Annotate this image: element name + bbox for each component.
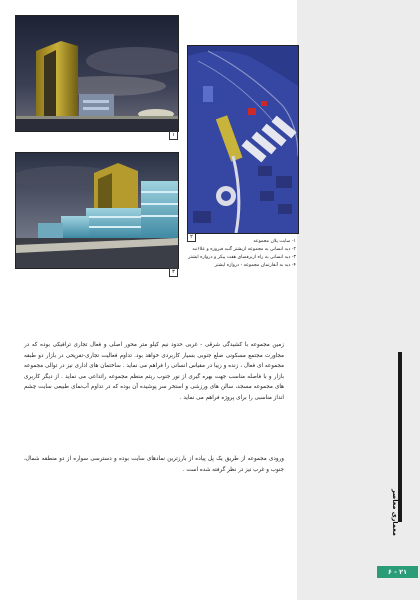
caption-line: ۴- دید به آنفارتمان مجموعه - دروازه ایشتر [214,263,296,268]
figure-number: ۲ [187,233,196,242]
page-number: ۶ - ۲۱ [377,566,418,578]
figure-number: ۱ [169,131,178,140]
caption-line: ۲- دید انسانی به مجموعه ازیشتر گنبد فیروزه و علاءنبه [192,247,296,252]
body-paragraph: ورودی مجموعه از طریق یک پل پیاده از بارزترین نمادهای سایت بوده و دسترسی سواره از دو منطقه شمال، جنوب و غرب نیز در نظر گرفته شده است . [24,456,284,473]
caption-line: ۱- سایت پلان مجموعه [253,239,296,244]
figure-number: ۳ [169,268,178,277]
body-paragraph: زمین مجموعه با کشیدگی شرقی - غربی حدود نیم کیلو متر محور اصلی و فعال تجاری ترافیکی بوده که در مجاورت مجتمع مسکونی ضلع جنوبی بسیار کاربردی خواهد بود. تداوم فعالیت تجاری-تفریحی در بازار دو طبقه مجموعه ای فعال ، زنده و زیبا در مقیاس انسانی را فراهم می نماید . ساختمان های اداری نیز در توالی مجموعه بازار و با فاصله مناسب جهت بهره گیری از نور جنوب ریتم منظم مجموعه راتداعی می نماید . از دیگر کاربری های مجموعه مسجد، سالن های ورزشی و استخر سر پوشیده آن بوده که در تداوم آب‌نمای طبیعی سایت چشم انداز مناسبی را برای پروژه فراهم می نماید . [24,342,284,401]
side-title: معماری معاصر [391,489,399,536]
glass-blocks-rendering [16,153,178,268]
site-plan-rendering [188,46,298,233]
tower-rendering [16,16,178,131]
photo-glass-blocks [15,152,179,269]
figure-captions [186,238,296,270]
photo-tower-dusk [15,15,179,132]
caption-line: ۳- دید انسانی به راه ازبرفضای هفت پیکر و دروازه ایشتر [188,255,296,260]
photo-site-plan [187,45,299,234]
